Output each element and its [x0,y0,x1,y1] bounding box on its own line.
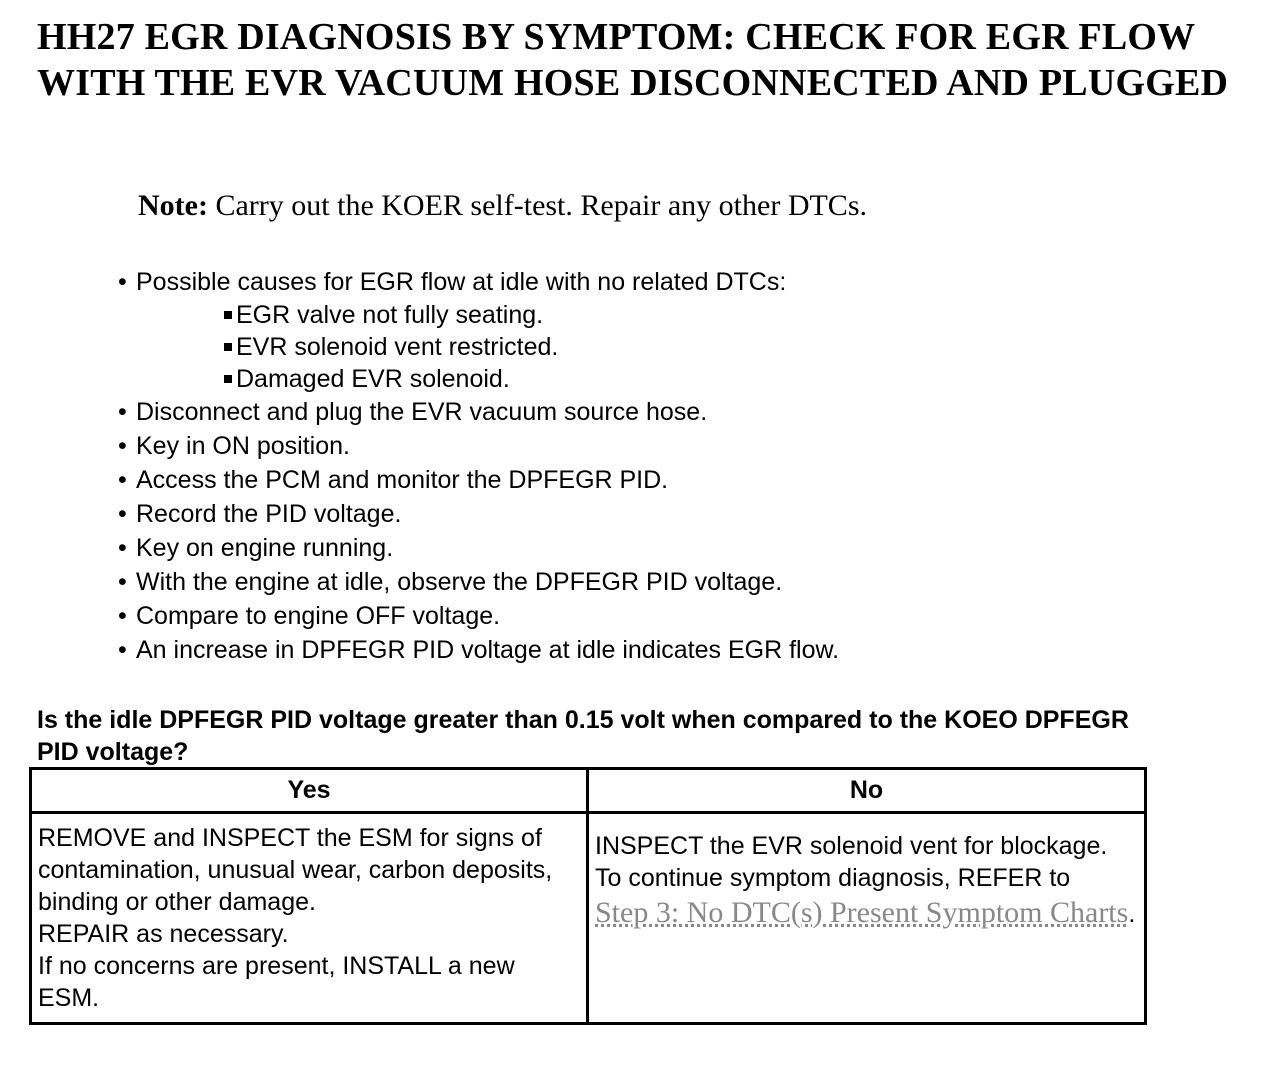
list-item: • Compare to engine OFF voltage. [0,599,839,633]
table-header-row [31,769,1146,813]
decision-question: Is the idle DPFEGR PID voltage greater than 0.15 volt when compared to the KOEO DPFEGR PID voltage? [37,706,1129,766]
table-row [31,813,1146,1024]
note-label: Note: [138,189,208,222]
list-item: • Record the PID voltage. [0,497,839,531]
yes-line: If no concerns are present, INSTALL a new ESM. [38,952,515,1012]
list-item: • Disconnect and plug the EVR vacuum source hose. [0,395,839,429]
list-item: • Key in ON position. [0,429,839,463]
list-item: • Possible causes for EGR flow at idle with no related DTCs: [0,265,839,299]
yes-header: Yes [31,769,588,813]
cause-item: Damaged EVR solenoid. [0,363,839,395]
no-cell [588,813,1146,1024]
list-item: • An increase in DPFEGR PID voltage at idle indicates EGR flow. [0,633,839,667]
no-line: To continue symptom diagnosis, REFER to [595,864,1071,892]
yes-cell [31,813,588,1024]
cause-item: EGR valve not fully seating. [0,299,839,331]
no-line-end: . [1128,900,1136,928]
page-title: HH27 EGR DIAGNOSIS BY SYMPTOM: CHECK FOR EGR FLOW WITH THE EVR VACUUM HOSE DISCONNECTED AND PLUGGED [37,16,1229,104]
no-header: No [588,769,1146,813]
procedure-list [0,265,839,667]
list-item: • Access the PCM and monitor the DPFEGR PID. [0,463,839,497]
no-line: INSPECT the EVR solenoid vent for blockage. [595,832,1108,860]
symptom-charts-link[interactable]: Step 3: No DTC(s) Present Symptom Charts [595,896,1129,929]
note [138,186,867,226]
yes-line: REMOVE and INSPECT the ESM for signs of contamination, unusual wear, carbon deposits, binding or other damage. [38,824,553,916]
note-text: Carry out the KOER self-test. Repair any other DTCs. [215,189,867,222]
list-item: • Key on engine running. [0,531,839,565]
list-item: • With the engine at idle, observe the DPFEGR PID voltage. [0,565,839,599]
cause-item: EVR solenoid vent restricted. [0,331,839,363]
decision-table [29,767,1147,1025]
yes-line: REPAIR as necessary. [38,920,289,948]
